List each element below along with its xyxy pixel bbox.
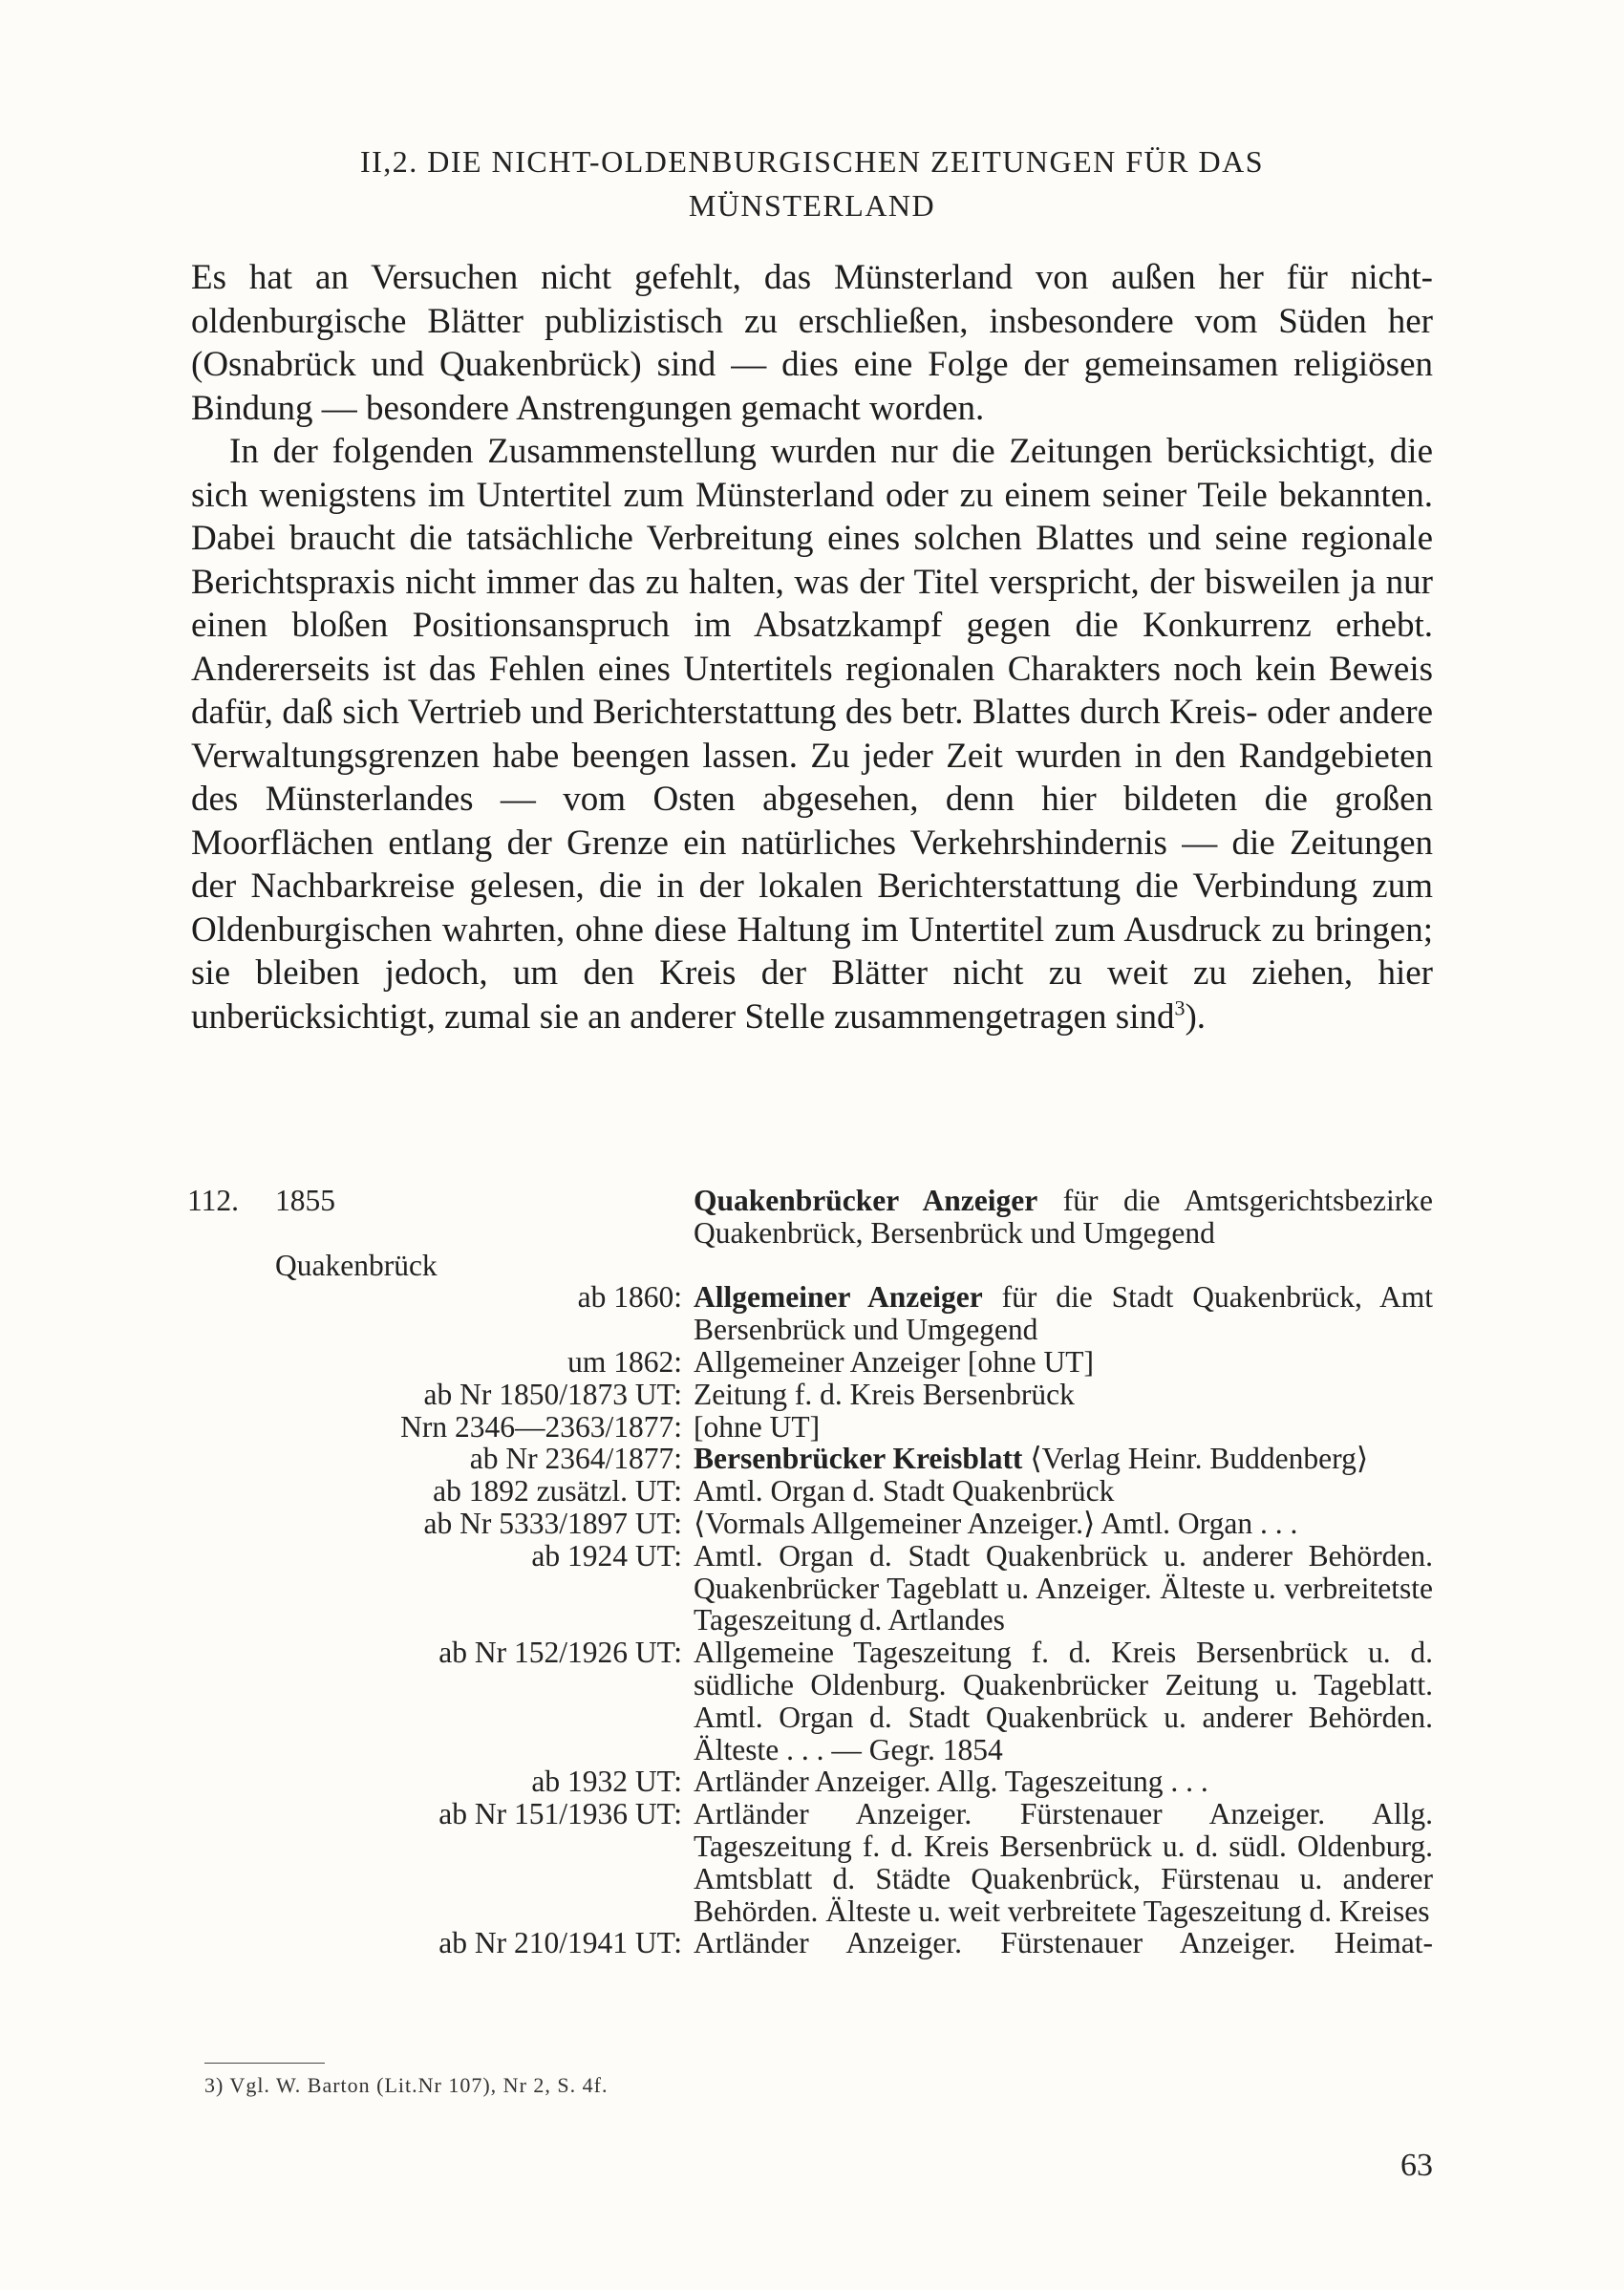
entry-text — [694, 1281, 1433, 1346]
entry-text: ⟨Vormals Allgemeiner Anzeiger.⟩ Amtl. Organ . . . — [694, 1506, 1298, 1540]
entry-text: Amtl. Organ d. Stadt Quakenbrück u. anderer Behörden. Quakenbrücker Tageblatt u. Anzeiger. Älteste u. verbreitetste Tageszeitung d. Artlandes — [694, 1538, 1433, 1637]
entry-text: Zeitung f. d. Kreis Bersenbrück — [694, 1377, 1075, 1411]
entry-text — [694, 1443, 1433, 1475]
entry-subtitle: für die Stadt Quakenbrück, Amt Bersenbrück und Umgegend — [694, 1280, 1433, 1347]
entry-row — [187, 1508, 1433, 1540]
entry-date-label: ab Nr 210/1941 UT: — [438, 1926, 682, 1960]
entry-date-label: ab Nr 2364/1877: — [469, 1442, 682, 1476]
entry-subtitle: ⟨Verlag Heinr. Buddenberg⟩ — [1022, 1442, 1369, 1476]
paragraph-1: Es hat an Versuchen nicht gefehlt, das Münsterland von außen her für nicht-oldenburgische Blätter publizistisch zu erschließen, insbesondere vom Süden her (Osnabrück und Quakenbrück) sind — dies eine Folge der gemeinsamen religiösen Bindung — besondere Anstrengungen gemacht worden. — [191, 258, 1433, 428]
entry-row — [187, 1281, 1433, 1346]
entry-text: Artländer Anzeiger. Fürstenauer Anzeiger. Allg. Tageszeitung f. d. Kreis Bersenbrück u. d. südl. Oldenburg. Amtsblatt d. Städte Quakenbrück, Fürstenau u. anderer Behörden. Älteste u. weit verbreitete Tageszeitung d. Kreises — [694, 1797, 1433, 1928]
entry-text: Artländer Anzeiger. Allg. Tageszeitung . . . — [694, 1765, 1208, 1799]
entry-text: Allgemeine Tageszeitung f. d. Kreis Bersenbrück u. d. südliche Oldenburg. Quakenbrücker Zeitung u. Tageblatt. Amtl. Organ d. Stadt Quakenbrück u. anderer Behörden. Älteste . . . — Gegr. 1854 — [694, 1636, 1433, 1766]
introduction-text — [191, 256, 1433, 1038]
entry-date-label: ab 1932 UT: — [531, 1765, 682, 1799]
entry-date-label: Nrn 2346—2363/1877: — [400, 1409, 682, 1444]
paragraph-2-end: ). — [1185, 996, 1207, 1037]
entry-text: Allgemeiner Anzeiger [ohne UT] — [694, 1344, 1094, 1379]
section-heading-line-2: MÜNSTERLAND — [688, 188, 936, 223]
footnote: 3) Vgl. W. Barton (Lit.Nr 107), Nr 2, S. 4f. — [204, 2073, 609, 2097]
entry-text: [ohne UT] — [694, 1409, 821, 1444]
entry-date-label: ab Nr 1850/1873 UT: — [423, 1377, 682, 1411]
footnote-reference: 3 — [1174, 995, 1186, 1020]
entry-row — [187, 1637, 1433, 1766]
entry-row — [187, 1766, 1433, 1798]
section-heading — [191, 139, 1433, 227]
newspaper-entry-112 — [187, 1185, 1433, 1959]
entry-date-label: ab 1860: — [577, 1280, 682, 1315]
paragraph-2 — [191, 430, 1433, 1038]
entry-place: Quakenbrück — [275, 1248, 438, 1282]
entry-title: Allgemeiner Anzeiger — [694, 1280, 983, 1315]
footnote-divider — [204, 2063, 325, 2064]
entry-subtitle: für die Amtsgerichtsbezirke Quakenbrück, Bersenbrück und Umgegend — [694, 1184, 1433, 1250]
entry-row — [187, 1475, 1433, 1508]
entry-text — [694, 1185, 1433, 1250]
entry-date-label: um 1862: — [567, 1344, 682, 1379]
entry-row — [187, 1379, 1433, 1411]
entry-title: Quakenbrücker Anzeiger — [694, 1184, 1038, 1217]
entry-row — [187, 1346, 1433, 1379]
entry-date-label: ab Nr 5333/1897 UT: — [423, 1506, 682, 1540]
entry-text: Amtl. Organ d. Stadt Quakenbrück — [694, 1474, 1115, 1509]
entry-row — [187, 1540, 1433, 1637]
entry-date-label: ab Nr 151/1936 UT: — [438, 1797, 682, 1831]
page-number: 63 — [1400, 2148, 1433, 2183]
paragraph-2-text: In der folgenden Zusammenstellung wurden nur die Zeitungen berücksichtigt, die sich wenigstens im Untertitel zum Münsterland oder zu einem seiner Teile bekannten. Dabei braucht die tatsächliche Verbreitung eines solchen Blattes und seine regionale Berichtspraxis nicht immer das zu halten, was der Titel verspricht, der bisweilen ja nur einen bloßen Positionsanspruch im Absatzkampf gegen die Konkurrenz erhebt. Andererseits ist das Fehlen eines Untertitels regionalen Charakters noch kein Beweis dafür, daß sich Vertrieb und Berichterstattung des betr. Blattes durch Kreis- oder andere Verwaltungsgrenzen habe beengen lassen. Zu jeder Zeit wurden in den Randgebieten des Münsterlandes — vom Osten abgesehen, denn hier bildeten die großen Moorflächen entlang der Grenze ein natürliches Verkehrshindernis — die Zeitungen der Nachbarkreise gelesen, die in der lokalen Berichterstattung die Verbindung zum Oldenburgischen wahrten, ohne diese Haltung im Untertitel zum Ausdruck zu bringen; sie bleiben jedoch, um den Kreis der Blätter nicht zu weit zu ziehen, hier unberücksichtigt, zumal sie an anderer Stelle zusammengetragen sind — [191, 432, 1433, 1037]
entry-row — [187, 1411, 1433, 1444]
entry-date-label: ab Nr 152/1926 UT: — [438, 1636, 682, 1670]
entry-text: Artländer Anzeiger. Fürstenauer Anzeiger. Heimat- — [694, 1926, 1433, 1960]
entry-number: 112. — [187, 1184, 239, 1217]
entry-date-label: ab 1892 zusätzl. UT: — [433, 1474, 682, 1509]
entry-date-label: ab 1924 UT: — [531, 1538, 682, 1573]
entry-row — [187, 1927, 1433, 1959]
entry-row — [187, 1798, 1433, 1927]
entry-title: Bersenbrücker Kreisblatt — [694, 1442, 1023, 1476]
entry-year: 1855 — [275, 1184, 335, 1217]
entry-row — [187, 1443, 1433, 1475]
section-heading-line-1: II,2. DIE NICHT-OLDENBURGISCHEN ZEITUNGEN FÜR DAS — [359, 144, 1265, 179]
